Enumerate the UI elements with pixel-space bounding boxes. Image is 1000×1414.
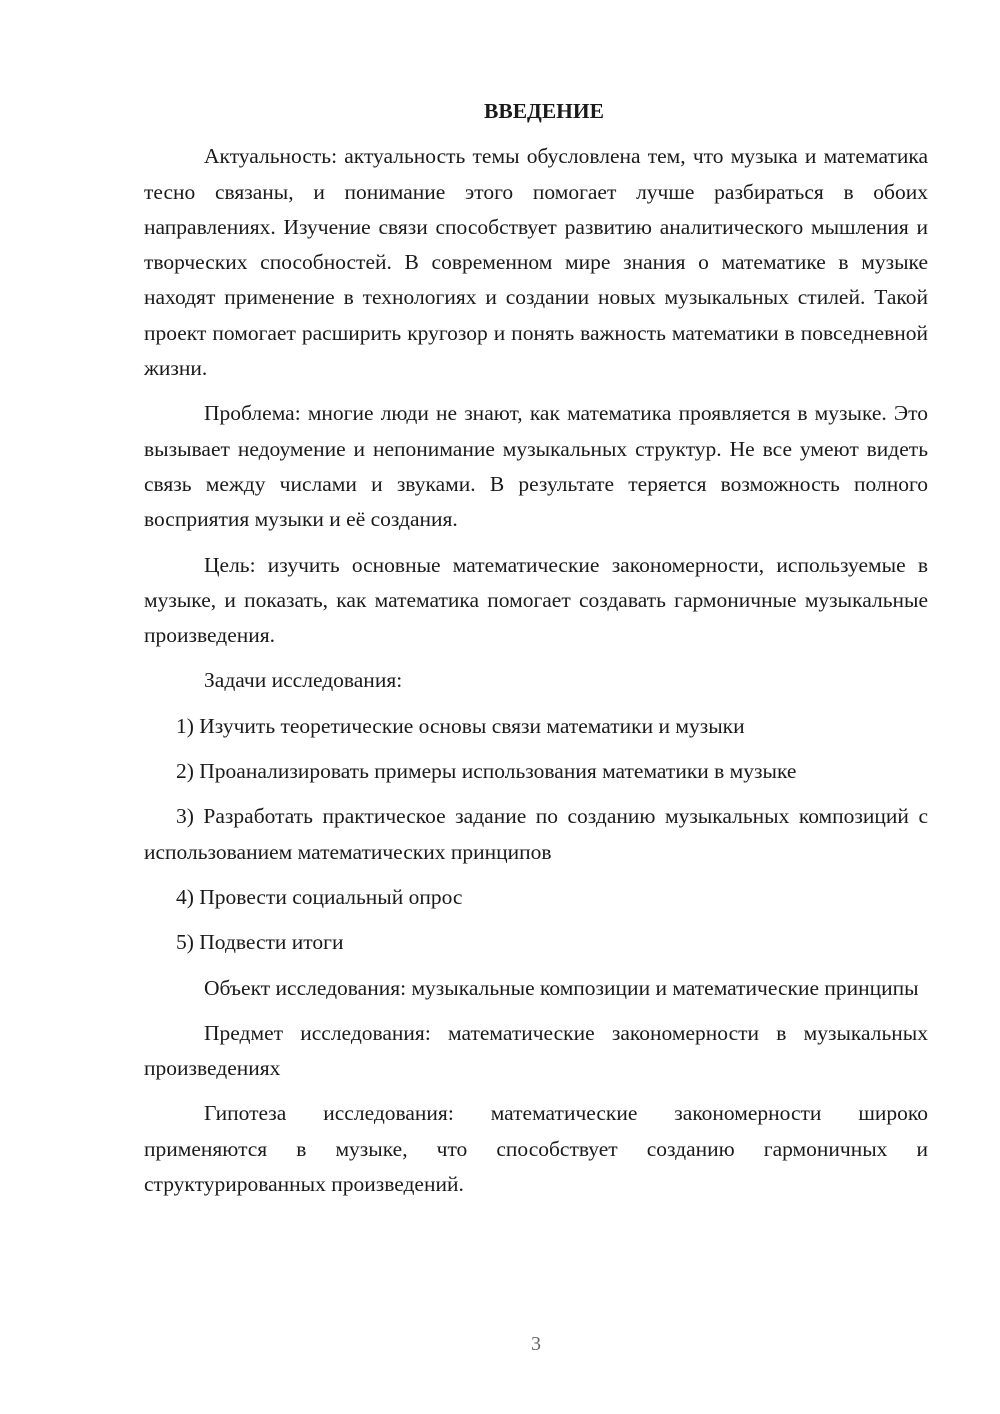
subject-paragraph: Предмет исследования: математические закономерности в музыкальных произведениях: [144, 1020, 928, 1081]
task-item-4: 4) Провести социальный опрос: [176, 884, 463, 909]
goal-paragraph: Цель: изучить основные математические закономерности, используемые в музыке, и показать, как математика помогает создавать гармоничные музыкальные произведения.: [144, 552, 928, 648]
relevance-paragraph: Актуальность: актуальность темы обусловлена тем, что музыка и математика тесно связаны, и понимание этого помогает лучше разбираться в обоих направлениях. Изучение связи способствует развитию аналитического мышления и творческих способностей. В современном мире знания о математике в музыке находят применение в технологиях и создании новых музыкальных стилей. Такой проект помогает расширить кругозор и понять важность математики в повседневной жизни.: [144, 144, 928, 381]
tasks-heading: Задачи исследования:: [204, 668, 403, 693]
object-paragraph: Объект исследования: музыкальные композиции и математические принципы: [204, 975, 919, 1000]
task-item-2: 2) Проанализировать примеры использования математики в музыке: [176, 759, 797, 784]
section-heading: ВВЕДЕНИЕ: [484, 99, 604, 123]
page-content: [144, 94, 928, 1212]
task-item-5: 5) Подвести итоги: [176, 930, 344, 955]
problem-paragraph: Проблема: многие люди не знают, как математика проявляется в музыке. Это вызывает недоумение и непонимание музыкальных структур. Не все умеют видеть связь между числами и звуками. В результате теряется возможность полного восприятия музыки и её создания.: [144, 401, 928, 532]
task-item-3: 3) Разработать практическое задание по созданию музыкальных композиций с использованием математических принципов: [144, 804, 928, 864]
page-number: 3: [531, 1333, 541, 1355]
task-item-1: 1) Изучить теоретические основы связи математики и музыки: [176, 713, 745, 738]
hypothesis-paragraph: Гипотеза исследования: математические закономерности широко применяются в музыке, что способствует созданию гармоничных и структурированных произведений.: [144, 1101, 928, 1197]
